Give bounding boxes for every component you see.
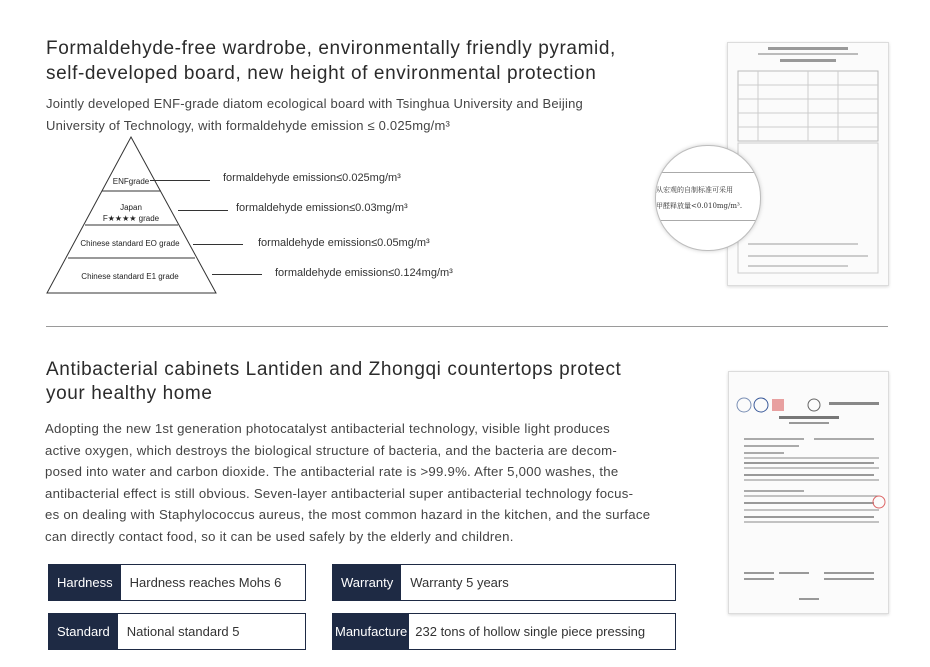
spec-value: Warranty 5 years — [410, 575, 509, 590]
body-line: posed into water and carbon dioxide. The antibacterial rate is >99.9%. After 5,000 washes, the — [45, 464, 619, 479]
section-divider — [46, 326, 888, 327]
magnifier-line2: 甲醛释放量<0.010mg/m³. — [656, 202, 743, 210]
section2-title-line2: your healthy home — [46, 383, 213, 404]
emission-enf: formaldehyde emission≤0.025mg/m³ — [223, 172, 401, 184]
body-line: can directly contact food, so it can be used safely by the elderly and children. — [45, 528, 514, 544]
magnifier-line1: 从宏观的自制标准可采用 — [656, 186, 733, 194]
report-magnifier — [655, 145, 761, 251]
leader-line — [150, 180, 210, 181]
pyramid-grade-japan-line1: Japan — [120, 203, 142, 212]
body-line: antibacterial effect is still obvious. Seven-layer antibacterial super antibacterial technology focus- — [45, 485, 634, 501]
body-line: Adopting the new 1st generation photocatalyst antibacterial technology, visible light produces — [45, 421, 611, 436]
spec-value: 232 tons of hollow single piece pressing — [415, 624, 646, 639]
spec-label: Manufacture — [333, 614, 409, 649]
spec-label: Hardness — [49, 565, 121, 600]
pyramid-grade-enf: ENFgrade — [112, 177, 150, 186]
section1-subtitle-line2: University of Technology, with formaldehyde emission ≤ 0.025mg/m³ — [46, 118, 451, 133]
emission-e1: formaldehyde emission≤0.124mg/m³ — [275, 267, 453, 279]
section2-body — [45, 418, 695, 547]
section2-title-line1: Antibacterial cabinets Lantiden and Zhongqi countertops protect — [46, 359, 622, 380]
spec-value: National standard 5 — [126, 624, 240, 639]
spec-label: Warranty — [333, 565, 401, 600]
spec-label: Standard — [49, 614, 118, 649]
section1-title-line1: Formaldehyde-free wardrobe, environmentally friendly pyramid, — [46, 38, 616, 59]
antibacterial-report-image — [728, 371, 889, 614]
pyramid-grade-eo: Chinese standard EO grade — [80, 239, 180, 248]
test-report-image — [727, 42, 889, 286]
emission-eo: formaldehyde emission≤0.05mg/m³ — [258, 237, 430, 249]
pyramid-grade-japan-line2: F★★★★ grade — [102, 214, 160, 223]
section1-title-line2: self-developed board, new height of environmental protection — [46, 63, 597, 84]
spec-standard — [48, 613, 306, 650]
leader-line — [178, 210, 228, 211]
emission-japan: formaldehyde emission≤0.03mg/m³ — [236, 202, 408, 214]
spec-value: Hardness reaches Mohs 6 — [129, 575, 282, 590]
pyramid-grade-e1: Chinese standard E1 grade — [81, 272, 179, 281]
leader-line — [212, 274, 262, 275]
body-line: active oxygen, which destroys the biological structure of bacteria, and the bacteria are decom- — [45, 442, 618, 458]
spec-manufacture — [332, 613, 676, 650]
body-line: es on dealing with Staphylococcus aureus, the most common hazard in the kitchen, and the surface — [45, 507, 651, 522]
leader-line — [193, 244, 243, 245]
section1-subtitle-line1: Jointly developed ENF-grade diatom ecological board with Tsinghua University and Beijing — [46, 96, 583, 111]
spec-hardness — [48, 564, 306, 601]
spec-warranty — [332, 564, 676, 601]
